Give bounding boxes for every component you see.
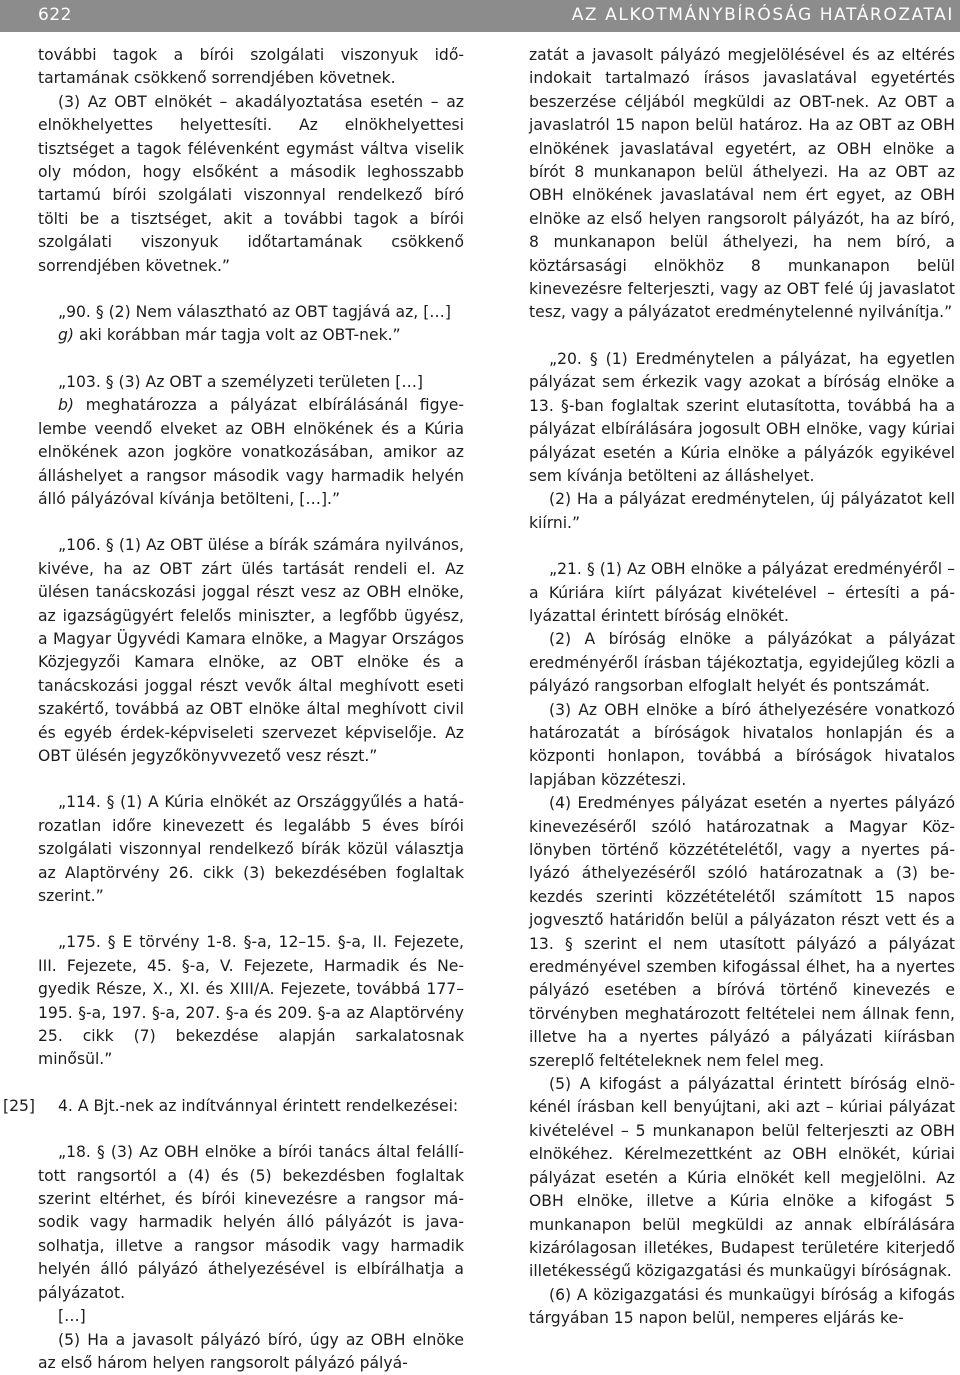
- left-column: [38, 44, 464, 1375]
- left-paragraph-4: „103. § (3) Az OBT a személyzeti területen […]: [38, 371, 464, 394]
- page-number: 622: [38, 5, 72, 25]
- left-paragraph-8: [38, 1095, 464, 1118]
- left-paragraph-4-point: [38, 394, 464, 511]
- right-column: [529, 44, 955, 1331]
- left-paragraph-6: „114. § (1) A Kúria elnökét az Országgyűlés a határozatlan időre kinevezett és legalább 5 éves bírói szolgálati viszonnyal rendelkező bírák közül választja az Alaptörvény 26. cikk (3) bekezdésében foglaltak szerint.”: [38, 791, 464, 908]
- point-letter-b: b): [58, 396, 74, 414]
- left-paragraph-3-point: [38, 324, 464, 347]
- left-paragraph-1: további tagok a bírói szolgálati viszonyuk időtartamának csökkenő sorrendjében követnek.: [38, 44, 464, 91]
- point-letter-g: g): [58, 326, 74, 344]
- left-paragraph-3: „90. § (2) Nem választható az OBT tagjává az, […]: [38, 301, 464, 324]
- right-paragraph-9: (6) A közigazgatási és munkaügyi bíróság a kifogás tárgyában 15 napon belül, nemperes eljárás ke-: [529, 1284, 955, 1331]
- right-paragraph-8: (5) A kifogást a pályázattal érintett bíróság elnökénél írásban kell benyújtani, aki azt – kúriai pályázat kivételével – 5 munkanapon belül felterjeszti az OBH elnökéhez. Kérelmezettként az OBH elnökét, kúriai pályázat esetén a Kúria elnökét kell megjelölni. Az OBH elnöke, illetve a Kúria elnöke a kifogást 5 munkanapon belül megküldi az annak elbírálására kizárólagosan illetékes, Budapest területére kiterjedő illetékességű közigazgatási és munkaügyi bíróságnak.: [529, 1073, 955, 1284]
- paragraph-number: [25]: [3, 1095, 35, 1118]
- section-heading: 4. A Bjt.-nek az indítvánnyal érintett rendelkezései:: [58, 1097, 458, 1115]
- right-paragraph-2: „20. § (1) Eredménytelen a pályázat, ha egyetlen pályázat sem érkezik vagy azokat a bíróság elnöke a 13. §-ban foglaltak szerint elutasította, továbbá ha a pályázat elbírálására jogosult OBH elnöke, vagy kúriai pályázat esetén a Kúria elnöke a pályázók egyikével sem kívánja betölteni az álláshelyet.: [529, 348, 955, 488]
- running-title: AZ ALKOTMÁNYBÍRÓSÁG HATÁROZATAI: [572, 5, 954, 25]
- left-paragraph-11: (5) Ha a javasolt pályázó bíró, úgy az OBH elnöke az első három helyen rangsorolt pályázó pályá-: [38, 1329, 464, 1375]
- right-paragraph-7: (4) Eredményes pályázat esetén a nyertes pályázó kinevezéséről szóló határozatnak a Magyar Közlönyben történő közzétételétől, vagy a nyertes pályázó áthelyezéséről szóló határozatnak a (3) bekezdés szerinti közzétételétől számított 15 napos jogvesztő határidőn belül a pályázaton részt vett és a 13. § szerint el nem utasított pályázó a pályázat eredményével szemben kifogással élhet, ha a nyertes pályázó esetében a bíróvá történő kinevezés e törvényben meghatározott feltételei nem állnak fenn, illetve ha a nyertes pályázó a pályázati kiírásban szereplő feltételeknek nem felel meg.: [529, 792, 955, 1073]
- left-paragraph-2: (3) Az OBT elnökét – akadályoztatása esetén – az elnökhelyettes helyettesíti. Az elnökhelyettesi tisztséget a tagok félévenként egymást váltva viselik oly módon, hogy elsőként a második leghosszabb tartamú bírói szolgálati viszonnyal rendelkező bíró tölti be a tisztséget, akit a további tagok a bírói szolgálati viszonyuk időtartamának csökkenő sorrendjében követnek.”: [38, 91, 464, 278]
- left-paragraph-9: „18. § (3) Az OBH elnöke a bírói tanács által felállított rangsortól a (4) és (5) bekezdésben foglaltak szerint eltérhet, és bírói kinevezésre a rangsor második vagy harmadik helyén álló pályázót is javasolhatja, illetve a rangsor második vagy harmadik helyén álló pályázó áthelyezésével is elbírálhatja a pályázatot.: [38, 1141, 464, 1305]
- right-paragraph-1: zatát a javasolt pályázó megjelölésével és az eltérés indokait tartalmazó írásos javaslatával egyetértés beszerzése céljából megküldi az OBT-nek. Az OBT a javaslatról 15 napon belül határoz. Ha az OBT az OBH elnökének javaslatával egyetért, az OBH elnöke a bírót 8 munkanapon belül áthelyezi. Ha az OBT az OBH elnökének javaslatával nem ért egyet, az OBH elnöke az első helyen rangsorolt pályázót, ha az bíró, 8 munkanapon belül áthelyezi, ha nem bíró, a köztársasági elnökhöz 8 munkanapon belül kinevezésre felterjeszti, vagy az OBT felé új javaslatot tesz, vagy a pályázatot eredménytelenné nyilvánítja.”: [529, 44, 955, 325]
- left-paragraph-10: […]: [38, 1305, 464, 1328]
- right-paragraph-4: „21. § (1) Az OBH elnöke a pályázat eredményéről – a Kúriára kiírt pályázat kivételével – értesíti a pályázattal érintett bíróság elnökét.: [529, 558, 955, 628]
- point-text: aki korábban már tagja volt az OBT-nek.”: [79, 326, 401, 344]
- page-header: [0, 0, 960, 32]
- left-paragraph-7: „175. § E törvény 1-8. §-a, 12–15. §-a, II. Fejezete, III. Fejezete, 45. §-a, V. Fejezete, Harmadik és Negyedik Része, X., XI. és XIII/A. Fejezete, továbbá 177–195. §-a, 197. §-a, 207. §-a és 209. §-a az Alaptörvény 25. cikk (7) bekezdése alapján sarkalatosnak minősül.”: [38, 931, 464, 1071]
- point-text: meghatározza a pályázat elbírálásánál figyelembe veendő elveket az OBH elnökének és a Kúria elnökének azon jogköre vonatkozásában, amikor az álláshelyet a rangsor második vagy harmadik helyén álló pályázóval kívánja betölteni, […].”: [38, 396, 464, 508]
- left-paragraph-5: „106. § (1) Az OBT ülése a bírák számára nyilvános, kivéve, ha az OBT zárt ülés tartását rendeli el. Az ülésen tanácskozási joggal részt vesz az OBH elnöke, az igazságügyért felelős miniszter, a legfőbb ügyész, a Magyar Ügyvédi Kamara elnöke, a Magyar Országos Közjegyzői Kamara elnöke, az OBT elnöke és a tanácskozási joggal részt vevők által meghívott eseti szakértő, továbbá az OBT elnöke által meghívott civil és egyéb érdek-képviseleti szervezet képviselője. Az OBT ülésén jegyzőkönyvvezető vesz részt.”: [38, 534, 464, 768]
- right-paragraph-6: (3) Az OBH elnöke a bíró áthelyezésére vonatkozó határozatát a bíróságok hivatalos honlapján és a központi honlapon, továbbá a bíróságok hivatalos lapjában közzéteszi.: [529, 699, 955, 793]
- right-paragraph-5: (2) A bíróság elnöke a pályázókat a pályázat eredményéről írásban tájékoztatja, egyidejűleg közli a pályázó rangsorban elfoglalt helyét és pontszámát.: [529, 628, 955, 698]
- right-paragraph-3: (2) Ha a pályázat eredménytelen, új pályázatot kell kiírni.”: [529, 488, 955, 535]
